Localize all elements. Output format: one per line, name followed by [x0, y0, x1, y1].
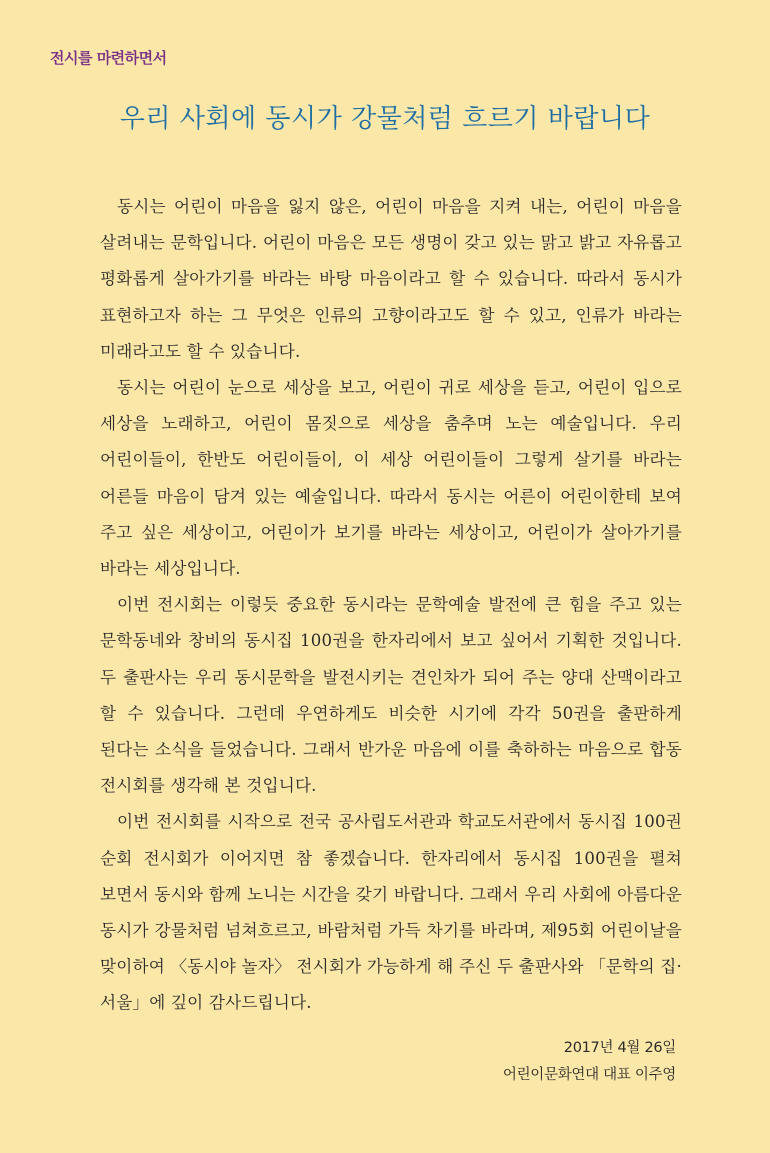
paragraph: 동시는 어린이 눈으로 세상을 보고, 어린이 귀로 세상을 듣고, 어린이 입으로 세상을 노래하고, 어린이 몸짓으로 세상을 춤추며 노는 예술입니다. 우리 어린이들이, 한반도 어린이들이, 이 세상 어린이들이 그렇게 살기를 바라는 어른들 마음이 담겨 있는 예술입니다. 따라서 동시는 어른이 어린이한테 보여 주고 싶은 세상이고, 어린이가 보기를 바라는 세상이고, 어린이가 살아가기를 바라는 세상입니다.	[100, 378, 682, 579]
signature-date: 2017년 4월 26일	[563, 1040, 676, 1056]
article-body	[100, 189, 682, 1022]
page-title: 우리 사회에 동시가 강물처럼 흐르기 바랍니다	[119, 104, 651, 134]
paragraph: 이번 전시회는 이렇듯 중요한 동시라는 문학예술 발전에 큰 힘을 주고 있는 문학동네와 창비의 동시집 100권을 한자리에서 보고 싶어서 기획한 것입니다. 두 출판사는 우리 동시문학을 발전시키는 견인차가 되어 주는 양대 산맥이라고 할 수 있습니다. 그런데 우연하게도 비슷한 시기에 각각 50권을 출판하게 된다는 소식을 들었습니다. 그래서 반가운 마음에 이를 축하하는 마음으로 합동 전시회를 생각해 본 것입니다.	[100, 595, 682, 796]
paragraph: 이번 전시회를 시작으로 전국 공사립도서관과 학교도서관에서 동시집 100권 순회 전시회가 이어지면 참 좋겠습니다. 한자리에서 동시집 100권을 펼쳐 보면서 동시와 함께 노니는 시간을 갖기 바랍니다. 그래서 우리 사회에 아름다운 동시가 강물처럼 넘쳐흐르고, 바람처럼 가득 차기를 바라며, 제95회 어린이날을 맞이하여 〈동시야 놀자〉 전시회가 가능하게 해 주신 두 출판사와 「문학의 집·서울」에 깊이 감사드립니다.	[100, 812, 682, 1013]
signature-block	[503, 1035, 676, 1089]
paragraph: 동시는 어린이 마음을 잃지 않은, 어린이 마음을 지켜 내는, 어린이 마음을 살려내는 문학입니다. 어린이 마음은 모든 생명이 갖고 있는 맑고 밝고 자유롭고 평화롭게 살아가기를 바라는 바탕 마음이라고 할 수 있습니다. 따라서 동시가 표현하고자 하는 그 무엇은 인류의 고향이라고도 할 수 있고, 인류가 바라는 미래라고도 할 수 있습니다.	[100, 197, 682, 361]
section-label: 전시를 마련하면서	[50, 49, 167, 67]
signature-author: 어린이문화연대 대표 이주영	[502, 1067, 676, 1083]
